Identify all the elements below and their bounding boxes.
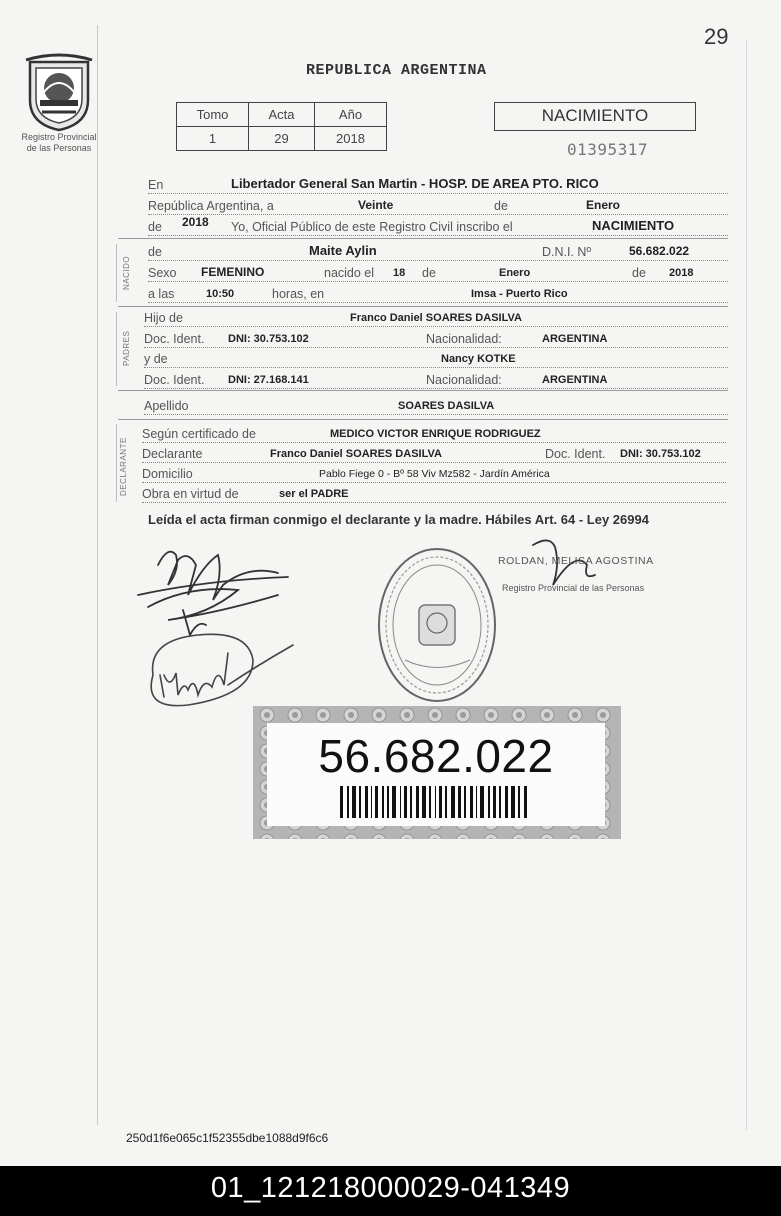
section-divider	[118, 390, 728, 391]
barcode-bar	[359, 786, 361, 818]
page-edge	[97, 25, 98, 1125]
barcode-bar	[451, 786, 455, 818]
barcode-bar	[464, 786, 466, 818]
barcode-bar	[422, 786, 426, 818]
mother-name: Nancy KOTKE	[441, 353, 516, 365]
declarante-value: Franco Daniel SOARES DASILVA	[270, 448, 442, 460]
birth-place: Imsa - Puerto Rico	[471, 288, 568, 300]
mother-doc-row: Doc. Ident. DNI: 27.168.141 Nacionalidad: ARGENTINA	[144, 369, 728, 389]
domicilio-row: Domicilio Pablo Fiege 0 - Bº 58 Viv Mz582 - Jardín América	[142, 463, 726, 483]
header-tomo: Tomo	[177, 103, 249, 127]
barcode-bar	[410, 786, 412, 818]
header-ano: Año	[315, 103, 387, 127]
logo-caption: Registro Provincial de las Personas	[21, 132, 97, 153]
father-name: Franco Daniel SOARES DASILVA	[350, 312, 522, 324]
barcode	[340, 786, 560, 818]
barcode-bar	[416, 786, 419, 818]
handwritten-signatures	[128, 525, 318, 725]
document-title: REPUBLICA ARGENTINA	[306, 62, 487, 79]
father-doc-row: Doc. Ident. DNI: 30.753.102 Nacionalidad: ARGENTINA	[144, 328, 728, 348]
sexo-row: Sexo FEMENINO nacido el 18 de Enero de 2018	[148, 262, 728, 282]
barcode-bar	[511, 786, 515, 818]
section-divider	[118, 419, 728, 420]
birth-time: 10:50	[206, 288, 235, 300]
birth-year: 2018	[669, 267, 694, 279]
barcode-bar	[476, 786, 477, 818]
en-row: En Libertador General San Martin - HOSP. DE AREA PTO. RICO	[148, 174, 728, 194]
footer-bar	[0, 1166, 781, 1216]
nacido-name-row: de Maite Aylin D.N.I. Nº 56.682.022	[148, 241, 728, 261]
nacido-side-label: NACIDO	[122, 255, 131, 290]
barcode-bar	[435, 786, 436, 818]
section-bracket	[116, 244, 117, 302]
barcode-bar	[458, 786, 461, 818]
barcode-bar	[470, 786, 473, 818]
barcode-bar	[347, 786, 349, 818]
barcode-bar	[488, 786, 490, 818]
dni-sticker	[253, 706, 621, 839]
barcode-bar	[365, 786, 368, 818]
father-doc: DNI: 30.753.102	[228, 333, 309, 345]
yde-row: y de Nancy KOTKE	[144, 348, 728, 368]
barcode-bar	[387, 786, 389, 818]
record-table	[176, 102, 387, 151]
year-value: 2018	[182, 215, 209, 229]
document-hash: 250d1f6e065c1f52355dbe1088d9f6c6	[126, 1131, 329, 1145]
barcode-bar	[518, 786, 520, 818]
value-ano: 2018	[315, 127, 387, 151]
child-name: Maite Aylin	[309, 243, 377, 258]
provincia-de-misiones-crest-icon	[22, 52, 96, 132]
barcode-bar	[400, 786, 401, 818]
serial-number: 01395317	[567, 140, 649, 159]
birth-month: Enero	[499, 267, 531, 279]
birth-day: 18	[393, 267, 406, 279]
barcode-bar	[404, 786, 407, 818]
certificado-row: Según certificado de MEDICO VICTOR ENRIQUE RODRIGUEZ	[142, 423, 726, 443]
padres-side-label: PADRES	[122, 330, 131, 366]
inscribe-value: NACIMIENTO	[592, 218, 675, 233]
hijo-row: Hijo de Franco Daniel SOARES DASILVA	[144, 307, 728, 327]
barcode-bar	[392, 786, 396, 818]
mother-doc: DNI: 27.168.141	[228, 374, 309, 386]
declarante-side-label: DECLARANTE	[119, 437, 128, 496]
barcode-bar	[352, 786, 356, 818]
apellido-value: SOARES DASILVA	[398, 400, 495, 412]
father-nationality: ARGENTINA	[542, 333, 608, 345]
obra-value: ser el PADRE	[279, 488, 349, 500]
record-type-box: NACIMIENTO	[494, 102, 696, 131]
registrar-name: ROLDAN, MELISA AGOSTINA	[498, 555, 654, 567]
dni-number: 56.682.022	[318, 730, 554, 782]
barcode-bar	[382, 786, 384, 818]
section-divider	[118, 238, 728, 239]
domicilio-value: Pablo Fiege 0 - Bº 58 Viv Mz582 - Jardín América	[319, 468, 550, 480]
registrar-block	[498, 555, 678, 593]
child-dni: 56.682.022	[629, 244, 690, 258]
value-tomo: 1	[177, 127, 249, 151]
obra-row: Obra en virtud de ser el PADRE	[142, 483, 726, 503]
day-value: Veinte	[358, 198, 394, 212]
barcode-bar	[439, 786, 442, 818]
closing-text: Leída el acta firman conmigo el declarante y la madre. Hábiles Art. 64 - Ley 26994	[148, 512, 649, 527]
barcode-bar	[445, 786, 447, 818]
barcode-bar	[375, 786, 378, 818]
place-value: Libertador General San Martin - HOSP. DE AREA PTO. RICO	[231, 176, 599, 191]
page-edge	[746, 40, 747, 1130]
value-acta: 29	[249, 127, 315, 151]
barcode-bar	[371, 786, 372, 818]
republica-row: República Argentina, a Veinte de Enero	[148, 195, 728, 215]
apellido-row: Apellido SOARES DASILVA	[144, 395, 728, 415]
dni-label	[267, 723, 605, 826]
page-number: 29	[704, 24, 729, 49]
footer-filename: 01_121218000029-041349	[210, 1172, 571, 1204]
certificado-value: MEDICO VICTOR ENRIQUE RODRIGUEZ	[330, 428, 541, 440]
declarante-doc: DNI: 30.753.102	[620, 448, 701, 460]
mother-nationality: ARGENTINA	[542, 374, 608, 386]
barcode-bar	[340, 786, 343, 818]
section-bracket	[116, 312, 117, 386]
declarante-row: Declarante Franco Daniel SOARES DASILVA Doc. Ident. DNI: 30.753.102	[142, 443, 726, 463]
barcode-bar	[499, 786, 501, 818]
section-bracket	[116, 424, 117, 502]
barcode-bar	[493, 786, 496, 818]
time-row: a las 10:50 horas, en Imsa - Puerto Rico	[148, 283, 728, 303]
sexo-value: FEMENINO	[201, 265, 265, 279]
barcode-bar	[524, 786, 527, 818]
barcode-bar	[429, 786, 431, 818]
official-seal-stamp	[375, 545, 500, 705]
registrar-role: Registro Provincial de las Personas	[502, 583, 645, 593]
barcode-bar	[480, 786, 484, 818]
oficial-row: de 2018 Yo, Oficial Público de este Registro Civil inscribo el NACIMIENTO	[148, 216, 728, 236]
barcode-bar	[505, 786, 508, 818]
month-value: Enero	[586, 198, 621, 212]
header-acta: Acta	[249, 103, 315, 127]
